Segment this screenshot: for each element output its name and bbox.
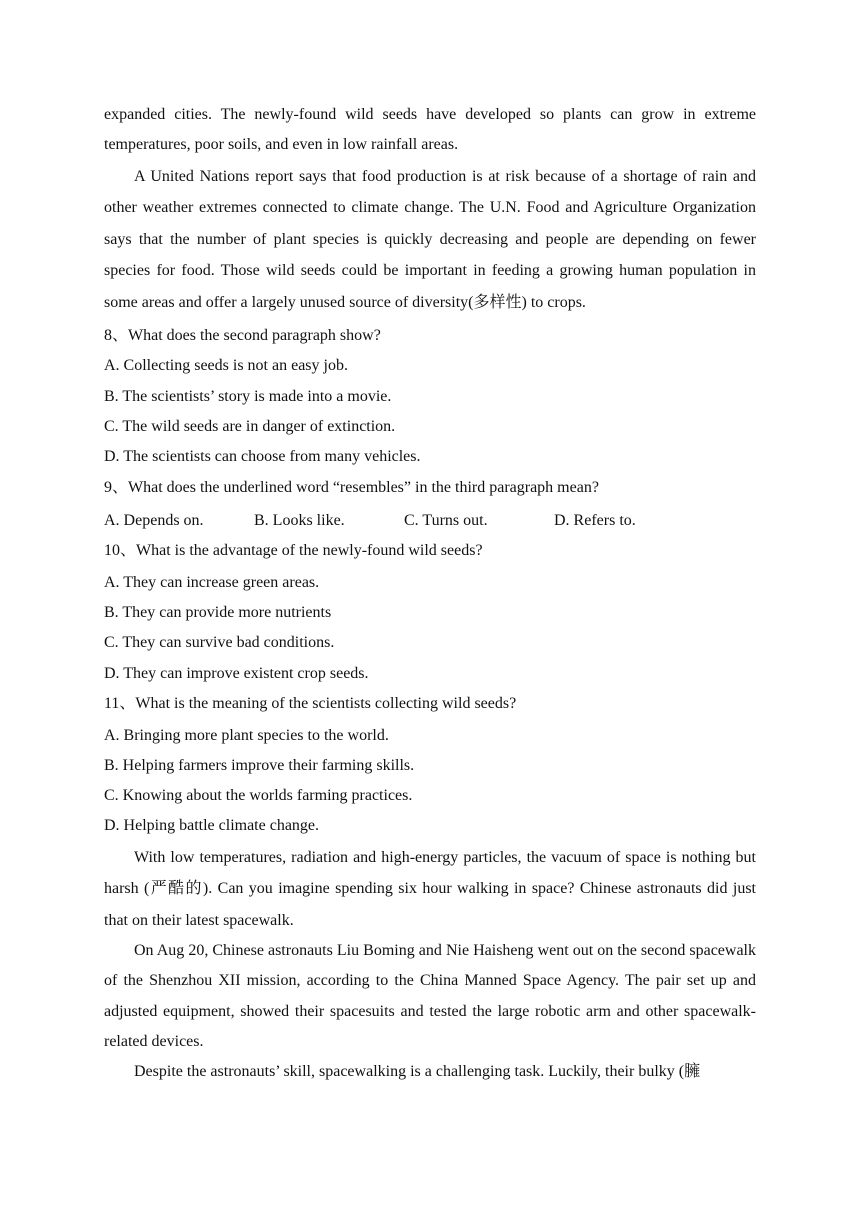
question-11-option-c: C. Knowing about the worlds farming practices. (104, 786, 413, 804)
question-11-option-d: D. Helping battle climate change. (104, 817, 320, 835)
passage2-paragraph-3: Despite the astronauts’ skill, spacewalking is a challenging task. Luckily, their bulky (臃 (134, 1063, 701, 1081)
question-10-option-a: A. They can increase green areas. (104, 574, 320, 592)
question-8-stem: 8、What does the second paragraph show? (104, 327, 381, 345)
question-9-option-c: C. Turns out. (404, 511, 488, 529)
question-10-option-d: D. They can improve existent crop seeds. (104, 664, 369, 682)
question-8-option-a: A. Collecting seeds is not an easy job. (104, 357, 348, 375)
question-8-option-b: B. The scientists’ story is made into a movie. (104, 387, 392, 405)
question-9-stem: 9、What does the underlined word “resembles” in the third paragraph mean? (104, 478, 599, 496)
question-8-option-d: D. The scientists can choose from many vehicles. (104, 448, 421, 466)
question-10-stem: 10、What is the advantage of the newly-found wild seeds? (104, 542, 483, 560)
question-8-option-c: C. The wild seeds are in danger of extinction. (104, 417, 396, 435)
question-9-option-d: D. Refers to. (554, 511, 636, 529)
passage-paragraph-un-report: A United Nations report says that food production is at risk because of a shortage of rain and other weather extremes connected to climate change. The U.N. Food and Agriculture Organization says that the number of plant species is quickly decreasing and people are depending on fewer species for food. Those wild seeds could be important in feeding a growing human population in some areas and offer a largely unused source of diversity(多样性) to crops. (104, 167, 756, 311)
question-11-option-a: A. Bringing more plant species to the world. (104, 727, 389, 745)
question-9-options (104, 503, 756, 536)
question-9-option-b: B. Looks like. (254, 511, 345, 529)
passage2-paragraph-1: With low temperatures, radiation and high-energy particles, the vacuum of space is nothing but harsh (严酷的). Can you imagine spending six hour walking in space? Chinese astronauts did just that on their latest spacewalk. (104, 848, 756, 929)
document-page (104, 100, 756, 1088)
passage2-paragraph-2: On Aug 20, Chinese astronauts Liu Boming and Nie Haisheng went out on the second spacewalk of the Shenzhou XII mission, according to the China Manned Space Agency. The pair set up and adjusted equipment, showed their spacesuits and tested the large robotic arm and other spacewalk-related devices. (104, 942, 756, 1050)
question-10-option-b: B. They can provide more nutrients (104, 603, 332, 621)
question-9-option-a: A. Depends on. (104, 511, 204, 529)
passage-paragraph-continued: expanded cities. The newly-found wild seeds have developed so plants can grow in extreme temperatures, poor soils, and even in low rainfall areas. (104, 106, 756, 154)
question-11-option-b: B. Helping farmers improve their farming skills. (104, 756, 415, 774)
question-11-stem: 11、What is the meaning of the scientists collecting wild seeds? (104, 694, 517, 712)
question-10-option-c: C. They can survive bad conditions. (104, 634, 335, 652)
